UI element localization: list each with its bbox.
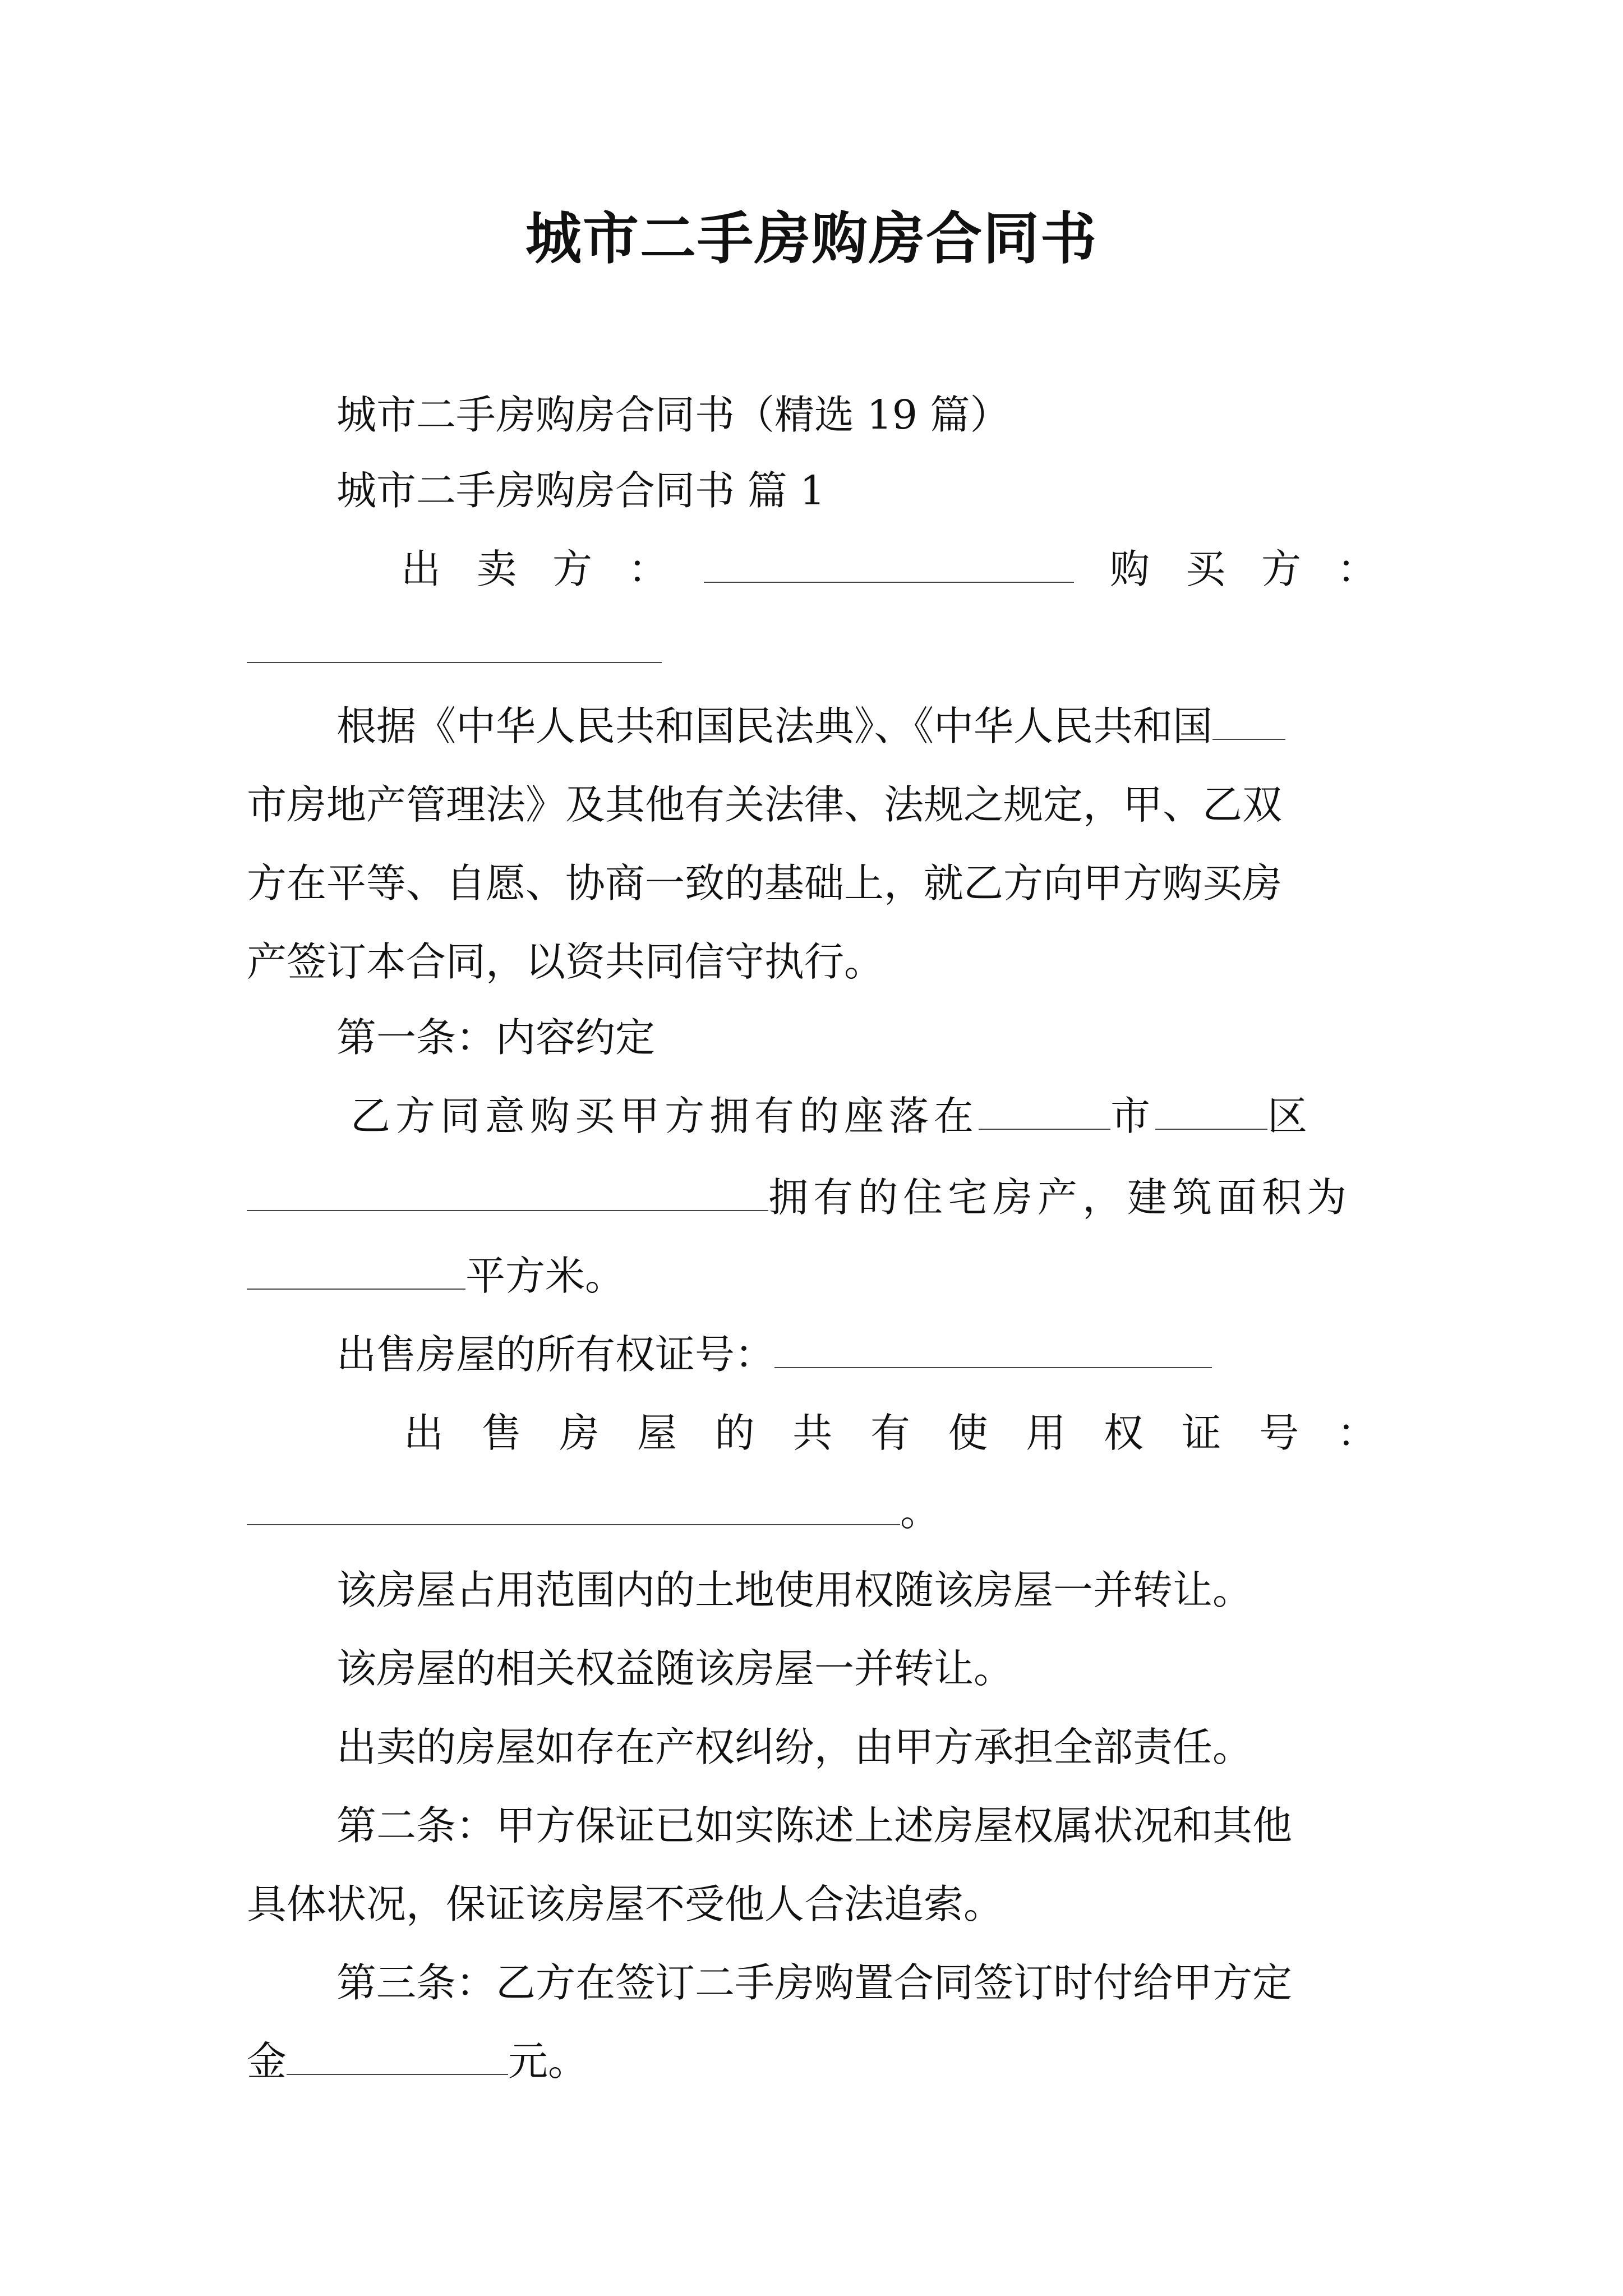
location-line-2 xyxy=(247,1170,1352,1226)
shared-cert-char: 证 xyxy=(1181,1410,1221,1456)
shared-cert-char: 权 xyxy=(1103,1410,1144,1456)
seller-label-char: 方 xyxy=(552,546,593,592)
shared-cert-blank-line xyxy=(247,1484,940,1540)
buyer-label-char: 买 xyxy=(1185,546,1225,592)
address-blank xyxy=(247,1175,768,1211)
deposit-label: 金 xyxy=(247,2038,287,2085)
seller-label-char: 卖 xyxy=(477,546,517,592)
district-blank xyxy=(1155,1094,1267,1130)
shared-cert-blank xyxy=(247,1489,900,1525)
area-blank xyxy=(247,1254,465,1290)
intro-text: 根据《中华人民共和国民法典》、《中华人民共和国 xyxy=(336,703,1213,749)
shared-cert-char: 有 xyxy=(870,1410,910,1456)
article-3-line-1: 第三条：乙方在签订二手房购置合同签订时付给甲方定 xyxy=(336,1959,1293,2006)
shared-cert-line xyxy=(404,1405,1377,1461)
buyer-label-char: 方 xyxy=(1261,546,1301,592)
document-title: 城市二手房购房合同书 xyxy=(525,205,1098,272)
related-rights-text: 该房屋的相关权益随该房屋一并转让。 xyxy=(336,1645,1014,1692)
location-line-1 xyxy=(351,1088,1312,1144)
land-right-text: 该房屋占用范围内的土地使用权随该房屋一并转让。 xyxy=(336,1567,1253,1613)
city-char: 市 xyxy=(1110,1093,1156,1139)
buyer-label-char: ： xyxy=(1336,546,1377,592)
district-char: 区 xyxy=(1267,1093,1313,1139)
shared-cert-char: 共 xyxy=(792,1410,833,1456)
seller-blank xyxy=(704,547,1074,583)
location-line-3 xyxy=(247,1248,625,1304)
shared-cert-char: 使 xyxy=(948,1410,988,1456)
deposit-blank xyxy=(287,2039,508,2075)
buyer-blank xyxy=(247,627,662,663)
article-1-title: 第一条：内容约定 xyxy=(336,1014,656,1061)
cert-label: 出售房屋的所有权证号： xyxy=(336,1331,775,1378)
shared-cert-char: 出 xyxy=(404,1410,444,1456)
article-3-line-2 xyxy=(247,2033,588,2090)
period: 。 xyxy=(900,1488,940,1535)
shared-cert-char: 房 xyxy=(559,1410,600,1456)
dispute-text: 出卖的房屋如存在产权纠纷，由甲方承担全部责任。 xyxy=(336,1724,1253,1770)
buyer-label-char: 购 xyxy=(1109,546,1150,592)
ownership-cert-line xyxy=(336,1327,1212,1383)
shared-cert-char: 用 xyxy=(1026,1410,1066,1456)
city-blank xyxy=(1212,704,1285,740)
intro-line-1 xyxy=(336,698,1285,754)
buyer-blank-line xyxy=(247,622,662,678)
chapter-heading: 城市二手房购房合同书 篇 1 xyxy=(336,467,826,514)
party-line xyxy=(401,541,1377,597)
intro-line-3: 方在平等、自愿、协商一致的基础上，就乙方向甲方购买房 xyxy=(247,860,1283,907)
seller-label-char: ： xyxy=(628,546,668,592)
location-text: 拥有的住宅房产，建筑面积为 xyxy=(768,1174,1352,1221)
shared-cert-char: 售 xyxy=(481,1410,522,1456)
seller-label-char: 出 xyxy=(401,546,441,592)
shared-cert-char: 号 xyxy=(1259,1410,1299,1456)
shared-cert-char: 屋 xyxy=(637,1410,677,1456)
article-2-line-1: 第二条：甲方保证已如实陈述上述房屋权属状况和其他 xyxy=(336,1802,1293,1849)
intro-line-2: 市房地产管理法》及其他有关法律、法规之规定，甲、乙双 xyxy=(247,781,1283,828)
cert-blank xyxy=(774,1332,1212,1368)
shared-cert-char: 的 xyxy=(714,1410,755,1456)
intro-line-4: 产签订本合同，以资共同信守执行。 xyxy=(247,938,884,985)
area-unit: 平方米。 xyxy=(465,1253,625,1299)
article-2-line-2: 具体状况，保证该房屋不受他人合法追索。 xyxy=(247,1881,1004,1927)
city-name-blank xyxy=(979,1094,1110,1130)
location-text: 乙方同意购买甲方拥有的座落在 xyxy=(351,1093,979,1139)
subtitle: 城市二手房购房合同书（精选 19 篇） xyxy=(336,392,1010,438)
deposit-unit: 元。 xyxy=(508,2038,588,2085)
shared-cert-char: ： xyxy=(1336,1410,1377,1456)
